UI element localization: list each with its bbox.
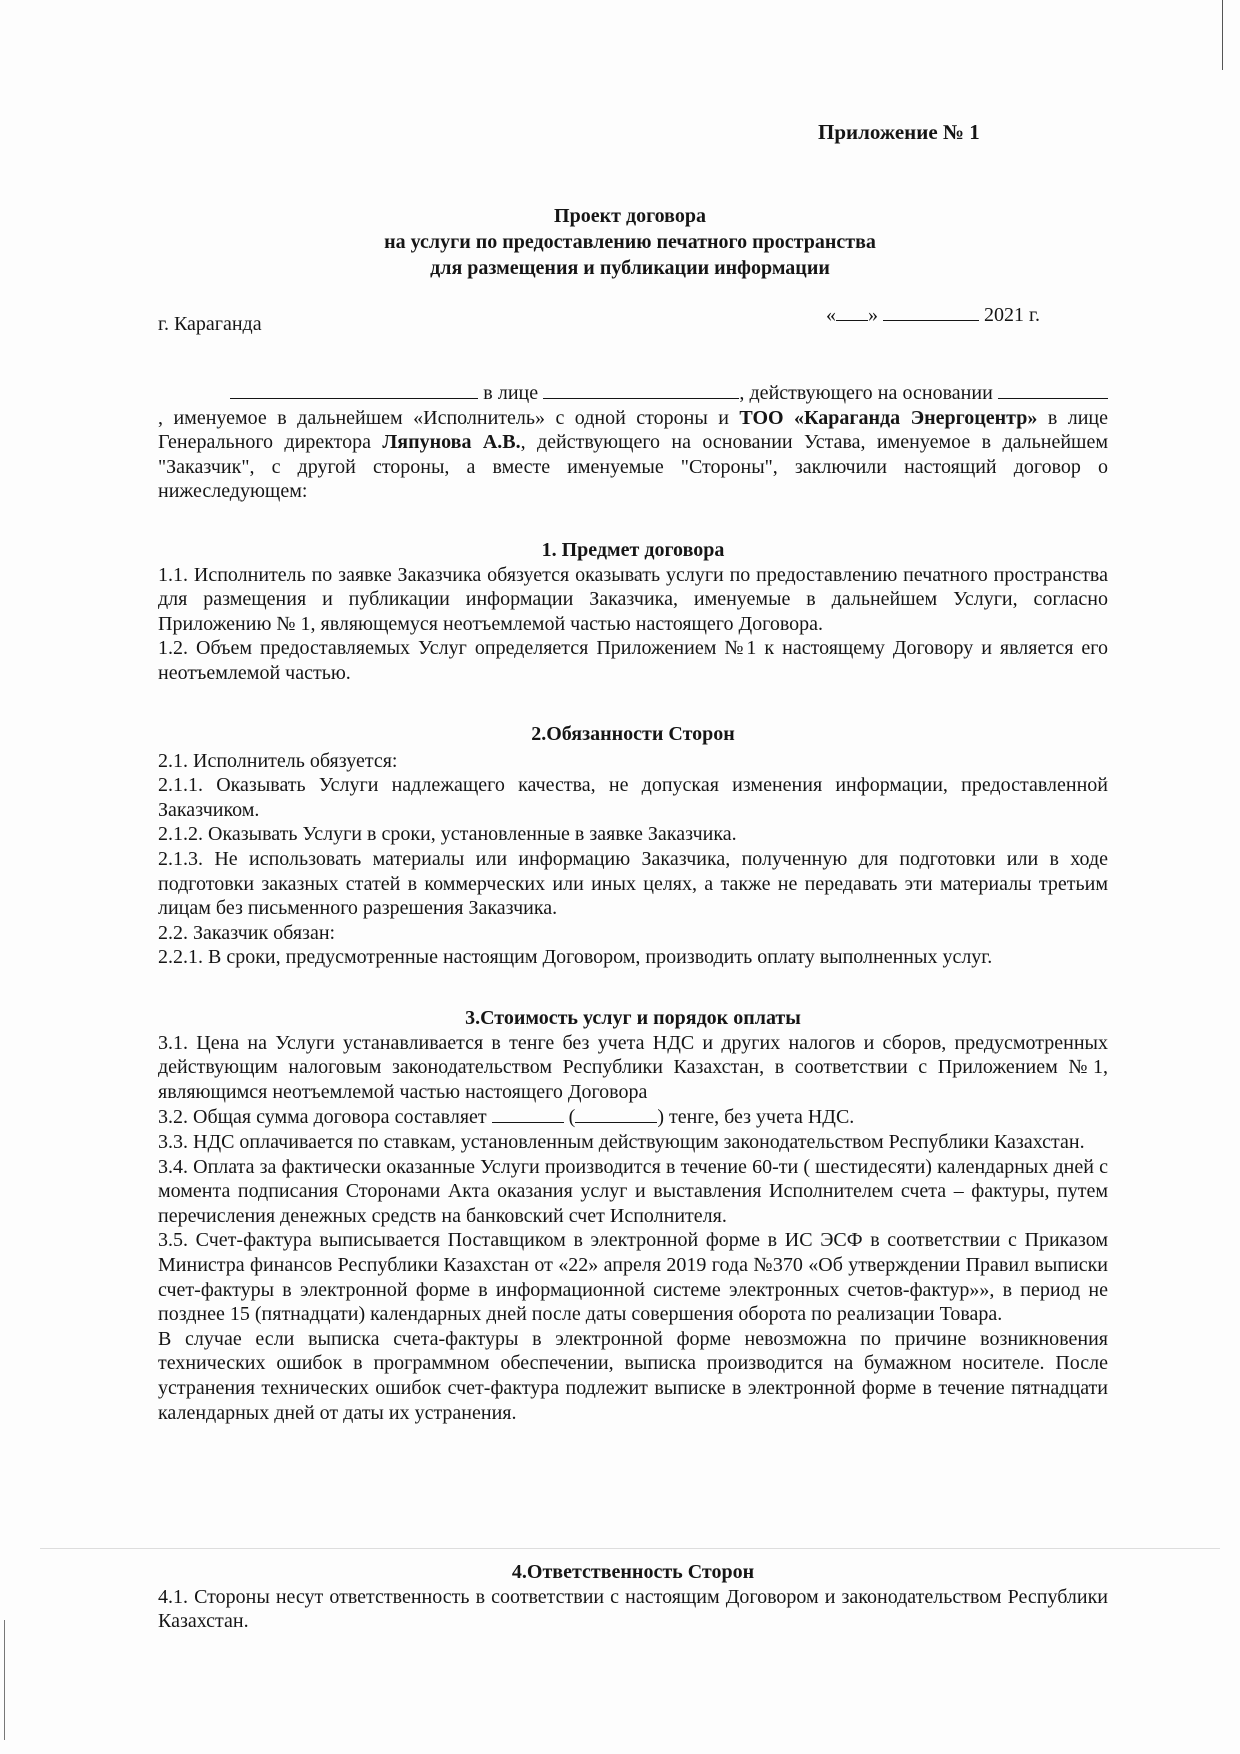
clause-3-5-paragraph-2: В случае если выписка счета-фактуры в электронной форме невозможна по причине возникновения технических ошибок в программном обеспечении, выписка производится на бумажном носителе. После устранения технических ошибок счет-фактура подлежит выписке в электронной форме в течение пятнадцати календарных дней от даты их устранения. [158,1327,1108,1424]
clause-3-2-open-paren: ( [568,1106,576,1129]
day-blank [836,302,868,321]
title-line-2: на услуги по предоставлению печатного пространства [384,231,876,253]
month-blank [883,302,979,321]
clause-3-5: 3.5. Счет-фактура выписывается Поставщиком в электронной форме в ИС ЭСФ в соответствии с Приказом Министра финансов Республики Казахстан от «22» апреля 2019 года №370 «Об утверждении Правил выписки счет-фактуры в электронной форме в информационной системе электронных счетов-фактур»», в период не позднее 15 (пятнадцати) календарных дней после даты совершения оборота по реализации Товара. [158,1229,1108,1326]
section-1-title: 1. Предмет договора [541,539,725,561]
contract-title [0,203,1240,281]
total-sum-words-blank [575,1104,657,1123]
annex-label: Приложение № 1 [818,120,980,144]
director-name: Ляпунова А.В. [382,431,521,454]
clause-2-1-1: 2.1.1. Оказывать Услуги надлежащего качества, не допуская изменения информации, предоставленной Заказчиком. [158,774,1108,821]
clause-1-1: 1.1. Исполнитель по заявке Заказчика обязуется оказывать услуги по предоставлению печатного пространства для размещения и публикации информации Заказчика, именуемые в дальнейшем Услуги, согласно Приложению № 1, являющемуся неотъемлемой частью настоящего Договора. [158,563,1108,635]
section-2-title: 2.Обязанности Сторон [531,723,735,745]
intro-in-person: в лице [483,382,539,404]
intro-executor-clause: , именуемое в дальнейшем «Исполнитель» с одной стороны и [158,406,740,429]
executor-rep-blank [543,380,739,399]
section-1 [158,538,1108,686]
date-open-quote: « [826,304,836,326]
scan-edge-mark [4,1620,5,1740]
title-line-3: для размещения и публикации информации [430,257,830,279]
title-line-1: Проект договора [554,205,706,227]
contract-date [826,302,1040,327]
section-3-title: 3.Стоимость услуг и порядок оплаты [465,1007,801,1029]
clause-2-2-1: 2.2.1. В сроки, предусмотренные настоящим Договором, производить оплату выполненных услуг. [158,946,993,969]
clause-2-1-3: 2.1.3. Не использовать материалы или информацию Заказчика, полученную для подготовки или в ходе подготовки заказных статей в коммерческих или иных целях, а также не передавать эти материалы третьим лицам без письменного разрешения Заказчика. [158,847,1108,920]
scan-fold-line [40,1548,1220,1549]
scan-edge-mark [1222,0,1223,70]
clause-3-1: 3.1. Цена на Услуги устанавливается в тенге без учета НДС и других налогов и сборов, предусмотренных действующим налоговым законодательством Республики Казахстан, в соответствии с Приложением №1, являющимся неотъемлемой частью настоящего Договора [158,1031,1108,1103]
intro-closing: , действующего на основании Устава, именуемое в дальнейшем "Заказчик", с другой стороны, а вместе именуемые "Стороны", заключили настоящий договор о нижеследующем: [158,431,1108,503]
clause-1-2: 1.2. Объем предоставляемых Услуг определяется Приложением №1 к настоящему Договору и является его неотъемлемой частью. [158,637,1108,684]
clause-3-2-text: 3.2. Общая сумма договора составляет [158,1106,487,1129]
intro-acting-basis: , действующего на основании [739,382,993,404]
date-close-quote: » [868,304,878,326]
clause-2-1: 2.1. Исполнитель обязуется: [158,749,398,772]
date-year: 2021 г. [984,304,1040,326]
total-sum-blank [492,1104,564,1123]
clause-3-3: 3.3. НДС оплачивается по ставкам, установленным действующим законодательством Республики Казахстан. [158,1130,1085,1153]
section-4-title: 4.Ответственность Сторон [511,1561,755,1583]
section-4 [158,1560,1108,1634]
clause-2-2: 2.2. Заказчик обязан: [158,921,336,944]
intro-paragraph [158,380,1108,504]
clause-2-1-2: 2.1.2. Оказывать Услуги в сроки, установленные в заявке Заказчика. [158,823,737,846]
clause-4-1: 4.1. Стороны несут ответственность в соответствии с настоящим Договором и законодательством Республики Казахстан. [158,1585,1108,1633]
customer-organization: ТОО «Караганда Энергоцентр» [739,406,1038,429]
intro-text [158,380,1108,504]
executor-name-blank [230,380,478,399]
clause-3-4: 3.4. Оплата за фактически оказанные Услуги производится в течение 60-ти ( шестидесяти) календарных дней с момента подписания Сторонами Акта оказания услуг и выставления Исполнителем счета – фактуры, путем перечисления денежных средств на банковский счет Исполнителя. [158,1155,1108,1227]
clause-3-2 [158,1104,1108,1130]
section-2 [158,722,1108,970]
clause-3-2-suffix: ) тенге, без учета НДС. [657,1106,855,1129]
intro-director-clause: в лице Генерального директора [158,406,1108,454]
executor-basis-blank [998,380,1108,399]
section-3 [158,1006,1108,1425]
city: г. Караганда [158,313,262,335]
